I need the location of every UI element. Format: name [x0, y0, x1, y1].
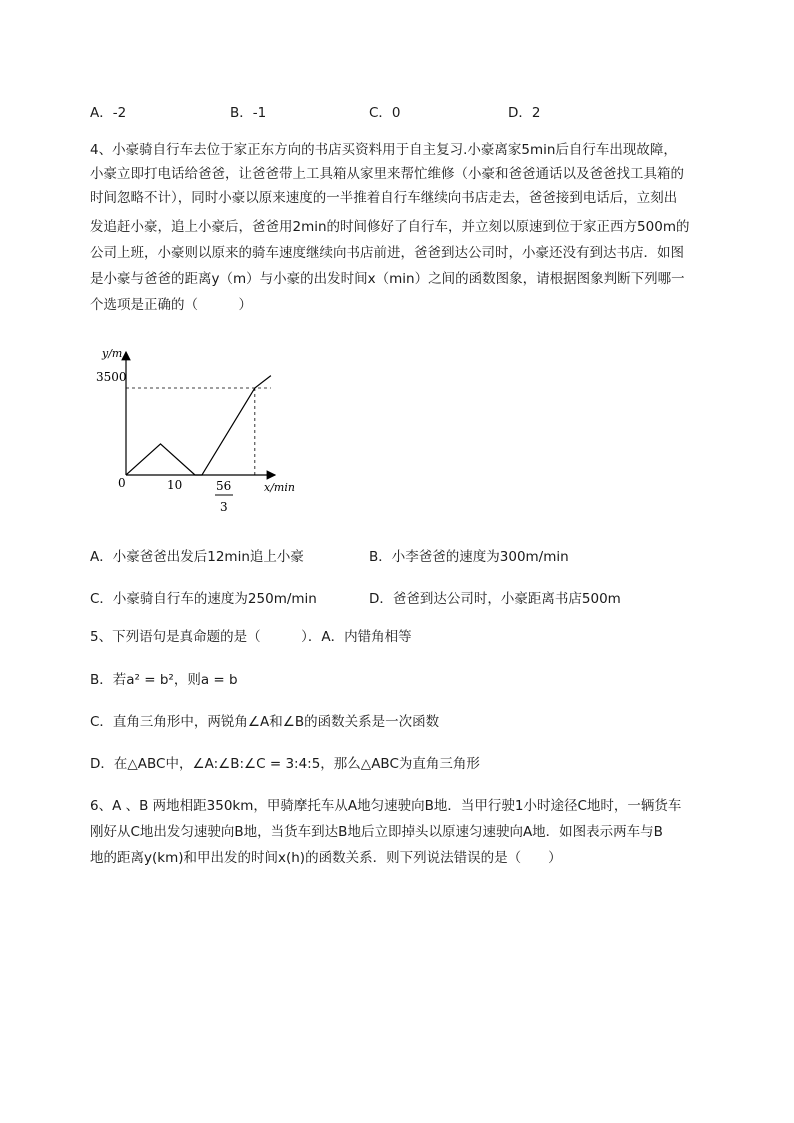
- q5-option-d: D．在△ABC中，∠A:∠B:∠C = 3:4:5，那么△ABC为直角三角形: [90, 756, 480, 772]
- q4-line-7: 个选项是正确的（ ）: [90, 297, 252, 313]
- q4-line-6: 是小豪与爸爸的距离y（m）与小豪的出发时间x（min）之间的函数图象，请根据图象判断下列哪一: [90, 271, 685, 287]
- x-tick-10: 10: [167, 478, 183, 492]
- q4-option-b: B．小李爸爸的速度为300m/min: [369, 549, 569, 565]
- q3-option-a: A．-2: [90, 105, 127, 121]
- q3-option-d: D．2: [508, 105, 541, 121]
- q4-option-c: C．小豪骑自行车的速度为250m/min: [90, 591, 317, 607]
- q5-option-b: B．若a² = b²，则a = b: [90, 672, 238, 688]
- x-tick-3-denominator: 3: [220, 500, 228, 514]
- series-line: [126, 376, 271, 475]
- q4-line-4: 发追赶小豪，追上小豪后，爸爸用2min的时间修好了自行车，并立刻以原速到位于家正西方500m的: [90, 219, 690, 235]
- q5-option-c: C．直角三角形中，两锐角∠A和∠B的函数关系是一次函数: [90, 714, 440, 730]
- q4-line-3: 时间忽略不计），同时小豪以原来速度的一半推着自行车继续向书店走去，爸爸接到电话后，立刻出: [90, 190, 678, 206]
- x-tick-56-numerator: 56: [216, 479, 232, 493]
- q4-option-d: D．爸爸到达公司时，小豪距离书店500m: [369, 591, 621, 607]
- q6-line-2: 刚好从C地出发匀速驶向B地，当货车到达B地后立即掉头以原速匀速驶向A地．如图表示两车与B: [90, 824, 663, 840]
- q6-line-1: 6、A 、B 两地相距350km，甲骑摩托车从A地匀速驶向B地．当甲行驶1小时途径C地时，一辆货车: [90, 798, 682, 814]
- y-tick-3500: 3500: [96, 370, 127, 384]
- origin-label: 0: [118, 476, 126, 490]
- q6-line-3: 地的距离y(km)和甲出发的时间x(h)的函数关系．则下列说法错误的是（ ）: [90, 850, 562, 866]
- q3-option-c: C．0: [369, 105, 401, 121]
- q4-function-graph: [90, 340, 310, 520]
- y-axis-label: y/m: [102, 347, 123, 360]
- q4-line-5: 公司上班，小豪则以原来的骑车速度继续向书店前进，爸爸到达公司时，小豪还没有到达书店．如图: [90, 245, 684, 261]
- q4-line-1: 4、小豪骑自行车去位于家正东方向的书店买资料用于自主复习.小豪离家5min后自行车出现故障，: [90, 142, 677, 158]
- q5-stem: 5、下列语句是真命题的是（ ）．A．内错角相等: [90, 629, 412, 645]
- x-axis-label: x/min: [264, 481, 295, 494]
- q3-option-b: B．-1: [230, 105, 267, 121]
- q4-line-2: 小豪立即打电话给爸爸，让爸爸带上工具箱从家里来帮忙维修（小豪和爸爸通话以及爸爸找工具箱的: [90, 166, 684, 182]
- q4-option-a: A．小豪爸爸出发后12min追上小豪: [90, 549, 304, 565]
